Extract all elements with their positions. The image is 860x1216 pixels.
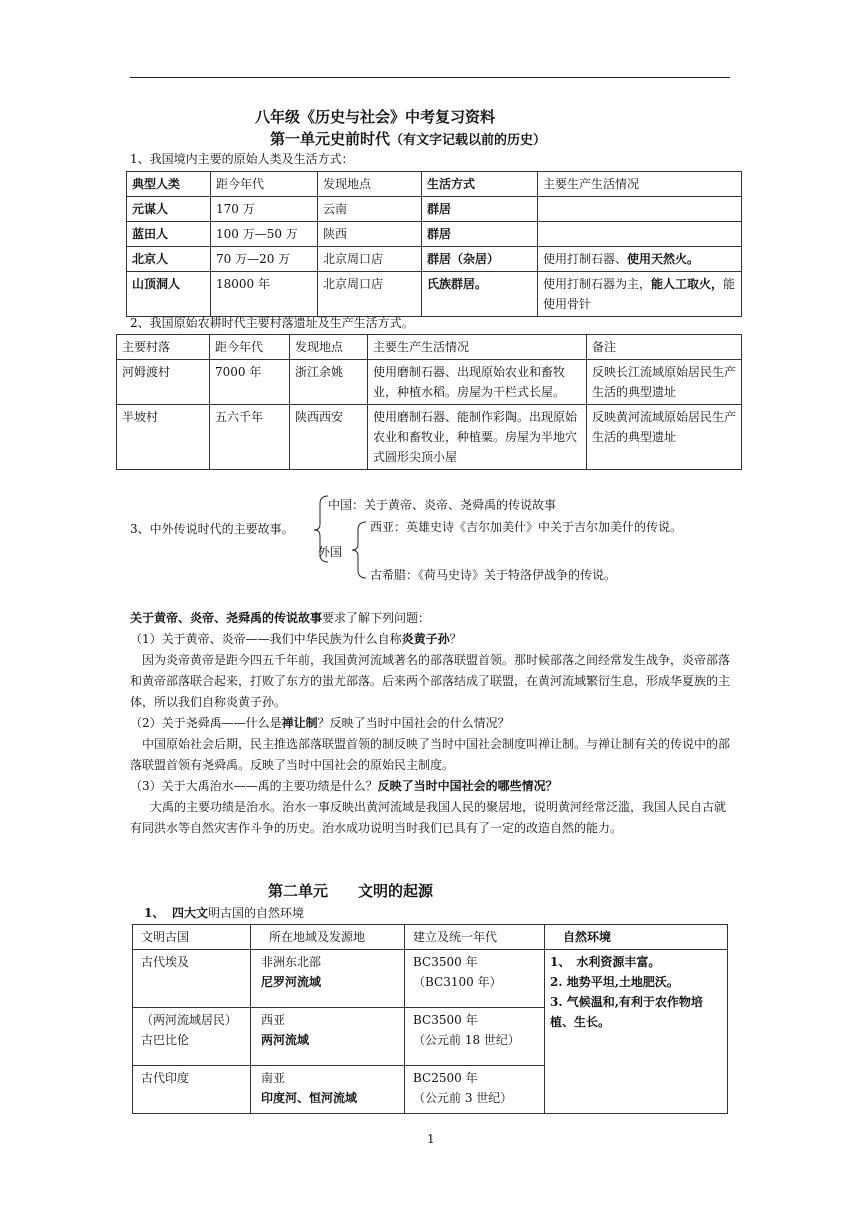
table-row: 古代印度 南亚 印度河、恒河流域 BC2500 年 （公元前 3 世纪）	[133, 1066, 728, 1114]
table-row: 山顶洞人 18000 年 北京周口店 氏族群居。 使用打制石器为主，能人工取火，能使用骨针	[127, 272, 742, 317]
primitive-humans-table	[126, 171, 742, 317]
legend-intro: 关于黄帝、炎帝、尧舜禹的传说故事要求了解下列问题：	[130, 611, 431, 625]
west-asia-line: 西亚：英雄史诗《吉尔加美什》中关于吉尔加美什的传说。	[370, 520, 683, 534]
answer-1: 因为炎帝黄帝是距今四五千年前，我国黄河流域著名的部落联盟首领。那时候部落之间经常发生战争，炎帝部落和黄帝部落联合起来，打败了东方的蚩尤部落。后来两个部落结成了联盟，在黄河流域繁衍生息，形成华夏族的主体，所以我们自称炎黄子孙。	[130, 653, 731, 709]
table-header-row	[127, 172, 742, 197]
environment-cell: 1、 水利资源丰富。 2. 地势平坦,土地肥沃。 3. 气候温和,有利于农作物培植、生长。	[545, 950, 728, 1114]
villages-table	[116, 334, 742, 470]
table-row: 古代埃及 非洲东北部 尼罗河流域 BC3500 年 （BC3100 年） 1、 水利资源丰富。 2. 地势平坦,土地肥沃。 3. 气候温和,有利于农作物培植、生长。	[133, 950, 728, 1008]
table-row: （两河流域居民） 古巴比伦 西亚 两河流域 BC3500 年 （公元前 18 世纪）	[133, 1008, 728, 1066]
sec2-heading: 2、我国原始农耕时代主要村落遗址及生产生活方式。	[130, 316, 414, 330]
header-rule	[130, 77, 730, 78]
document-title: 八年级《历史与社会》中考复习资料	[255, 108, 496, 126]
answer-3: 大禹的主要功绩是治水。治水一事反映出黄河流域是我国人民的聚居地，说明黄河经常泛滥，我国人民自古就有同洪水等自然灾害作斗争的历史。治水成功说明当时我们已具有了一定的改造自然的能力。	[130, 800, 727, 835]
greece-line: 古希腊：《荷马史诗》关于特洛伊战争的传说。	[370, 568, 617, 582]
header-cell: 主要生产生活情况	[538, 172, 742, 197]
table-header-row: 主要村落 距今年代 发现地点 主要生产生活情况 备注	[117, 335, 742, 360]
table-row: 蓝田人 100 万—50 万 陕西 群居	[127, 222, 742, 247]
header-cell: 生活方式	[422, 172, 538, 197]
china-legend-line: 中国：关于黄帝、炎帝、尧舜禹的传说故事	[328, 498, 557, 512]
header-cell: 距今年代	[211, 172, 318, 197]
table-row: 河姆渡村 7000 年 浙江余姚 使用磨制石器、出现原始农业和畜牧业，种植水稻。房屋为干栏式长屋。 反映长江流域原始居民生产生活的典型遗址	[117, 360, 742, 405]
table-row: 北京人 70 万—20 万 北京周口店 群居（杂居） 使用打制石器、使用天然火。	[127, 247, 742, 272]
header-cell: 典型人类	[127, 172, 211, 197]
header-cell: 发现地点	[318, 172, 422, 197]
table-row: 元谋人 170 万 云南 群居	[127, 197, 742, 222]
question-1: （1）关于黄帝、炎帝——我们中华民族为什么自称炎黄子孙？	[130, 632, 462, 646]
foreign-label: 外国	[318, 545, 343, 559]
unit1-title: 第一单元史前时代（有文字记载以前的历史）	[270, 130, 547, 148]
sec4-heading: 1、 四大文明古国的自然环境	[144, 906, 305, 920]
unit2-title: 第二单元 文明的起源	[268, 882, 434, 900]
question-3: （3）关于大禹治水——禹的主要功绩是什么？反映了当时中国社会的哪些情况？	[130, 779, 558, 793]
page-number: 1	[427, 1132, 435, 1146]
legend-qa-block	[130, 608, 732, 839]
table-row: 半坡村 五六千年 陕西西安 使用磨制石器、能制作彩陶。出现原始农业和畜牧业，种植粟。房屋为半地穴式圆形尖顶小屋 反映黄河流域原始居民生产生活的典型遗址	[117, 405, 742, 470]
question-2: （2）关于尧舜禹——什么是禅让制？反映了当时中国社会的什么情况？	[130, 716, 510, 730]
sec1-heading: 1、我国境内主要的原始人类及生活方式：	[130, 152, 354, 166]
sec3-heading: 3、中外传说时代的主要故事。	[130, 522, 294, 536]
answer-2: 中国原始社会后期，民主推选部落联盟首领的制反映了当时中国社会制度叫禅让制。与禅让制有关的传说中的部落联盟首领有尧舜禹。反映了当时中国社会的原始民主制度。	[130, 737, 731, 772]
ancient-civilizations-table	[132, 924, 728, 1114]
table-header-row: 文明古国 所在地域及发源地 建立及统一年代 自然环境	[133, 925, 728, 950]
